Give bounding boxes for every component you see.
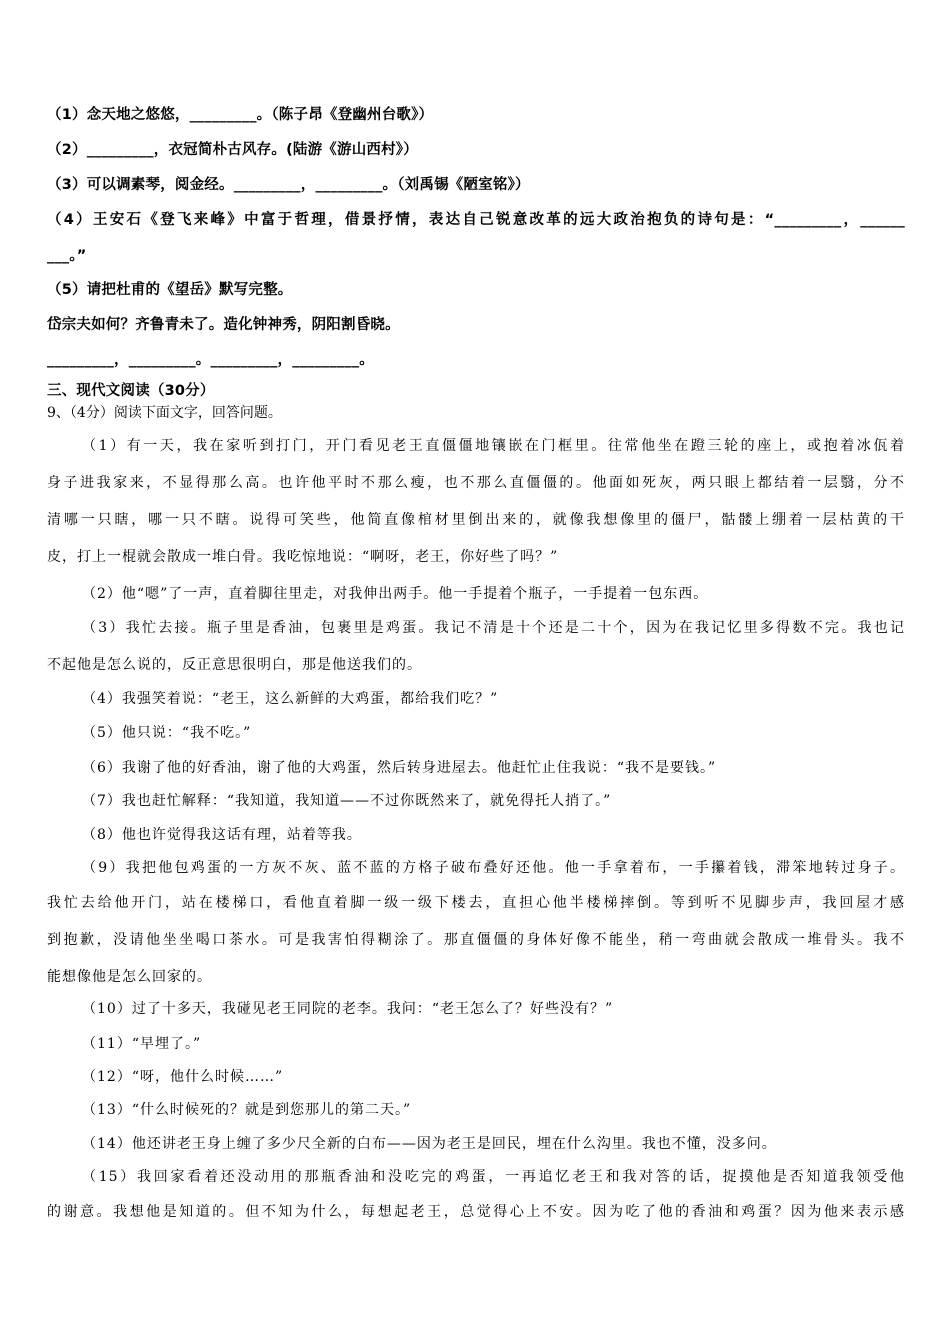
passage-p3-line-1: （3）我忙去接。瓶子里是香油，包裹里是鸡蛋。我记不清是十个还是二十个，因为在我记忆里多得数不完。我也记 xyxy=(82,620,905,636)
question-2 xyxy=(47,138,418,159)
question-1-text: （1）念天地之悠悠， xyxy=(47,107,190,123)
passage-p10: （10）过了十多天，我碰见老王同院的老李。我问：“老王怎么了？好些没有？” xyxy=(82,1001,614,1017)
answer-blank-2: _________ xyxy=(86,142,154,158)
section-title: 三、现代文阅读（30分） xyxy=(47,383,215,399)
passage-p2: （2）他“嗯”了一声，直着脚往里走，对我伸出两手。他一手提着个瓶子，一手提着一包东西。 xyxy=(82,586,709,602)
question-2-text: ，衣冠简朴古风存。(陆游《游山西村》） xyxy=(153,142,418,158)
question-3-comma: ， xyxy=(300,177,316,193)
passage-p14: （14）他还讲老王身上缠了多少尺全新的白布——因为老王是回民，埋在什么沟里。我也不懂，没多问。 xyxy=(82,1136,777,1152)
passage-p9-line-2: 我忙去给他开门，站在楼梯口，看他直着脚一级一级下楼去，直担心他半楼梯摔倒。等到听不见脚步声，我回屋才感 xyxy=(47,895,905,911)
passage-p1-line-3: 清哪一只瞎，哪一只不瞎。说得可笑些，他简直像棺材里倒出来的，就像我想像里的僵尸，骷髅上绷着一层枯黄的干 xyxy=(47,512,905,528)
answer-blank-1: _________ xyxy=(189,107,257,123)
question-4-line-2: ___。” xyxy=(47,248,87,264)
question-3-text: （3）可以调素琴，阅金经。 xyxy=(47,177,234,193)
passage-p1-line-1: （1）有一天，我在家听到打门，开门看见老王直僵僵地镶嵌在门框里。往常他坐在蹬三轮的座上，或抱着冰佤着 xyxy=(82,438,905,454)
passage-p1-line-4: 皮，打上一棍就会散成一堆白骨。我吃惊地说：“啊呀，老王，你好些了吗？” xyxy=(47,549,559,565)
passage-p12: （12）“呀，他什么时候……” xyxy=(82,1069,284,1085)
passage-p9-line-3: 到抱歉，没请他坐坐喝口茶水。可是我害怕得糊涂了。那直僵僵的身体好像不能坐，稍一弯曲就会散成一堆骨头。我不 xyxy=(47,932,905,948)
passage-p6: （6）我谢了他的好香油，谢了他的大鸡蛋，然后转身进屋去。他赶忙止住我说：“我不是要钱。” xyxy=(82,760,717,776)
passage-p7: （7）我也赶忙解释：“我知道，我知道——不过你既然来了，就免得托人捎了。” xyxy=(82,793,612,809)
question-5-blanks: _________，_________。_________，_________。 xyxy=(47,352,374,368)
passage-p15-line-2: 的谢意。我想他是知道的。但不知为什么，每想起老王，总觉得心上不安。因为吃了他的香油和鸡蛋？因为他来表示感 xyxy=(47,1204,905,1220)
question-4-line-1: （4）王安石《登飞来峰》中富于哲理，借景抒情，表达自己锐意改革的远大政治抱负的诗句是：“_________，______ xyxy=(47,212,905,228)
question-9-prompt: 9、（4分）阅读下面文字，回答问题。 xyxy=(47,405,282,421)
question-3 xyxy=(47,173,530,194)
answer-blank-3b: _________ xyxy=(315,177,383,193)
answer-blank-3a: _________ xyxy=(233,177,301,193)
passage-p11: （11）“早埋了。” xyxy=(82,1036,202,1052)
question-1 xyxy=(47,103,433,124)
passage-p1-line-2: 身子进我家来，不显得那么高。也许他平时不那么瘦，也不那么直僵僵的。他面如死灰，两只眼上都结着一层翳，分不 xyxy=(47,475,905,491)
passage-p3-line-2: 不起他是怎么说的，反正意思很明白，那是他送我们的。 xyxy=(47,657,422,673)
question-2-number: （2） xyxy=(47,142,87,158)
passage-p5: （5）他只说：“我不吃。” xyxy=(82,725,252,741)
question-5: （5）请把杜甫的《望岳》默写完整。 xyxy=(47,282,293,298)
question-1-source: 。（陈子昂《登幽州台歌》） xyxy=(256,107,434,123)
passage-p8: （8）他也许觉得我这话有理，站着等我。 xyxy=(82,827,362,843)
passage-p4: （4）我强笑着说：“老王，这么新鲜的大鸡蛋，都给我们吃？” xyxy=(82,691,499,707)
passage-p13: （13）“什么时候死的？就是到您那儿的第二天。” xyxy=(82,1102,412,1118)
passage-p9-line-1: （9）我把他包鸡蛋的一方灰不灰、蓝不蓝的方格子破布叠好还他。他一手拿着布，一手攥着钱，滞笨地转过身子。 xyxy=(82,860,905,876)
question-5-poem: 岱宗夫如何？齐鲁青未了。造化钟神秀，阴阳割昏晓。 xyxy=(47,317,400,333)
passage-p15-line-1: （15）我回家看着还没动用的那瓶香油和没吃完的鸡蛋，一再追忆老王和我对答的话，捉摸他是否知道我领受他 xyxy=(82,1169,905,1185)
question-3-source: 。（刘禹锡《陋室铭》） xyxy=(382,177,530,193)
passage-p9-line-4: 能想像他是怎么回家的。 xyxy=(47,969,212,985)
